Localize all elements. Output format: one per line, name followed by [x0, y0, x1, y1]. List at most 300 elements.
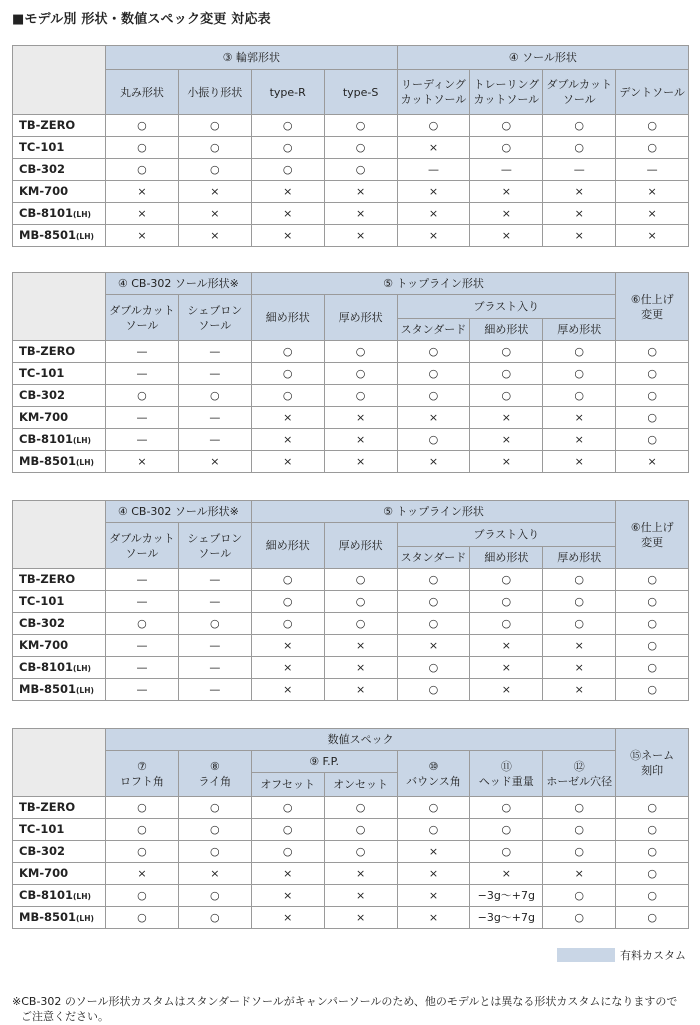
table-cell: ×	[324, 225, 397, 247]
col-header: ダブルカット ソール	[106, 523, 179, 569]
table-cell: ○	[616, 429, 689, 451]
table-cell: ×	[397, 407, 470, 429]
model-name	[13, 341, 106, 363]
table-cell: —	[106, 429, 179, 451]
table-row	[13, 407, 689, 429]
col-header-loft: ⑦ ロフト角	[106, 751, 179, 797]
table-row	[13, 635, 689, 657]
table-cell: ×	[324, 407, 397, 429]
col-header: 細め形状	[251, 523, 324, 569]
table-cell: ×	[543, 181, 616, 203]
model-name	[13, 137, 106, 159]
table-cell: ○	[324, 569, 397, 591]
model-label: CB-302	[19, 616, 65, 630]
model-label: CB-8101	[19, 431, 73, 446]
table-cell: ○	[251, 137, 324, 159]
table-cell: −3g〜+7g	[470, 907, 543, 929]
model-label: KM-700	[19, 638, 69, 652]
table-cell: ×	[251, 635, 324, 657]
table-cell: ×	[178, 451, 251, 473]
table-cell: ○	[106, 907, 179, 929]
table-cell: ○	[178, 797, 251, 819]
footnote-line: ※CB-302 のソール形状カスタムはスタンダードソールがキャンパーソールのため、他のモデルとは異なる形状カスタムになりますので	[12, 995, 678, 1008]
group-header-finish: ⑥仕上げ 変更	[616, 273, 689, 341]
table-cell: ×	[178, 863, 251, 885]
table-cell: ×	[616, 451, 689, 473]
table-row	[13, 679, 689, 701]
table-cell: —	[178, 657, 251, 679]
table-cell: ○	[251, 569, 324, 591]
table-cell: ×	[324, 863, 397, 885]
model-name	[13, 907, 106, 929]
table-cell: ×	[543, 635, 616, 657]
table-cell: ○	[251, 115, 324, 137]
table-cell: —	[178, 635, 251, 657]
table-cell: —	[106, 569, 179, 591]
table-row	[13, 613, 689, 635]
table-cell: —	[178, 591, 251, 613]
group-header-finish: ⑥仕上げ 変更	[616, 501, 689, 569]
table-cell: ○	[106, 841, 179, 863]
table-cell: ×	[543, 679, 616, 701]
table-cell: —	[178, 363, 251, 385]
model-label: TC-101	[19, 822, 65, 836]
table-cell: ×	[251, 885, 324, 907]
table-cell: —	[178, 407, 251, 429]
table-cell: ○	[616, 569, 689, 591]
table-cell: ×	[324, 657, 397, 679]
table-cell: ○	[543, 819, 616, 841]
table-row	[13, 341, 689, 363]
table-cell: ×	[251, 863, 324, 885]
col-header: 厚め形状	[543, 319, 616, 341]
col-header: 厚め形状	[324, 295, 397, 341]
table-cell: —	[470, 159, 543, 181]
model-label: CB-8101	[19, 205, 73, 220]
lh-suffix: (LH)	[73, 435, 91, 445]
table-row	[13, 115, 689, 137]
col-header-lie: ⑧ ライ角	[178, 751, 251, 797]
table-row	[13, 451, 689, 473]
col-header: 細め形状	[470, 319, 543, 341]
table-cell: ×	[543, 451, 616, 473]
table-cell: ○	[178, 385, 251, 407]
table-row	[13, 385, 689, 407]
footnote-line: ご注意ください。	[21, 1010, 109, 1023]
table-cell: ×	[470, 407, 543, 429]
col-header: リーディング カットソール	[397, 70, 470, 115]
model-label: MB-8501	[19, 453, 76, 468]
table-cell: ○	[470, 613, 543, 635]
table-cell: ○	[470, 385, 543, 407]
table-cell: ○	[106, 385, 179, 407]
table-numeric-spec	[12, 728, 689, 929]
model-name	[13, 429, 106, 451]
table-cell: ○	[616, 907, 689, 929]
lh-suffix: (LH)	[76, 231, 94, 241]
col-header: 丸み形状	[106, 70, 179, 115]
table-cell: —	[106, 635, 179, 657]
header-corner	[13, 46, 106, 115]
subgroup-header-blast: ブラスト入り	[397, 295, 616, 319]
table-cell: ○	[178, 159, 251, 181]
table-cell: ×	[178, 203, 251, 225]
col-header: 厚め形状	[543, 547, 616, 569]
table-cell: ○	[543, 591, 616, 613]
table-cell: ○	[470, 819, 543, 841]
table-cell: ×	[106, 225, 179, 247]
table-cell: ×	[397, 181, 470, 203]
table-cell: ×	[470, 451, 543, 473]
table-cell: ×	[251, 407, 324, 429]
table-cell: ○	[324, 159, 397, 181]
table-cell: ○	[178, 907, 251, 929]
model-label: TB-ZERO	[19, 344, 76, 358]
table-row	[13, 137, 689, 159]
footnote	[12, 994, 692, 1024]
table-cell: ○	[251, 159, 324, 181]
model-name	[13, 159, 106, 181]
table-row	[13, 841, 689, 863]
table-cell: ×	[251, 451, 324, 473]
table-cell: ○	[324, 819, 397, 841]
table-cell: ×	[543, 657, 616, 679]
table-cell: ○	[470, 797, 543, 819]
table-cell: ○	[324, 363, 397, 385]
table-cell: ○	[543, 385, 616, 407]
table-cell: ×	[251, 657, 324, 679]
table-cell: ○	[106, 797, 179, 819]
table-cell: ○	[324, 613, 397, 635]
table-row	[13, 181, 689, 203]
table-cell: —	[397, 159, 470, 181]
table-cell: ○	[251, 819, 324, 841]
table-cell: —	[178, 679, 251, 701]
model-name	[13, 203, 106, 225]
model-name	[13, 797, 106, 819]
table-row	[13, 203, 689, 225]
table-cell: ○	[616, 797, 689, 819]
model-name	[13, 569, 106, 591]
table-cell: ○	[178, 841, 251, 863]
legend-swatch	[557, 948, 615, 962]
table-shape-outline-sole	[12, 45, 689, 247]
table-cell: ○	[616, 363, 689, 385]
table-cell: ○	[106, 819, 179, 841]
group-header-sole: ④ ソール形状	[397, 46, 689, 70]
table-cell: ○	[251, 591, 324, 613]
table-cell: ○	[616, 341, 689, 363]
table-cell: ○	[397, 657, 470, 679]
table-cell: ○	[616, 679, 689, 701]
table-cell: ○	[178, 885, 251, 907]
table-cell: ○	[397, 819, 470, 841]
table-cell: ○	[470, 341, 543, 363]
table-cell: ×	[616, 181, 689, 203]
table-cell: ○	[616, 115, 689, 137]
model-name	[13, 863, 106, 885]
group-header-outline: ③ 輪郭形状	[106, 46, 398, 70]
lh-suffix: (LH)	[76, 685, 94, 695]
table-cell: ×	[397, 451, 470, 473]
table-cell: ×	[543, 407, 616, 429]
table-row	[13, 159, 689, 181]
table-cell: ○	[543, 841, 616, 863]
table-cell: ○	[324, 841, 397, 863]
table-cell: —	[178, 569, 251, 591]
table-row	[13, 569, 689, 591]
table-cell: −3g〜+7g	[470, 885, 543, 907]
col-header-bounce: ⑩ バウンス角	[397, 751, 470, 797]
table-cell: ○	[178, 613, 251, 635]
table-cell: ○	[470, 591, 543, 613]
model-name	[13, 613, 106, 635]
table-cell: —	[106, 341, 179, 363]
table-row	[13, 863, 689, 885]
col-header: type-S	[324, 70, 397, 115]
table-row	[13, 225, 689, 247]
model-label: CB-302	[19, 162, 65, 176]
table-cell: ×	[397, 841, 470, 863]
table-row	[13, 885, 689, 907]
model-name	[13, 657, 106, 679]
col-header: シェブロン ソール	[178, 295, 251, 341]
table-cell: ×	[106, 863, 179, 885]
col-header-hosel: ⑫ ホーゼル穴径	[543, 751, 616, 797]
table-cell: ○	[543, 569, 616, 591]
table-cell: ○	[397, 797, 470, 819]
table-cell: ×	[397, 635, 470, 657]
model-label: MB-8501	[19, 909, 76, 924]
table-cell: ×	[397, 885, 470, 907]
table-cell: ×	[324, 885, 397, 907]
table-cell: ○	[106, 159, 179, 181]
table-cell: ○	[616, 635, 689, 657]
table-cell: ○	[324, 591, 397, 613]
model-label: TC-101	[19, 366, 65, 380]
col-header-onset: オンセット	[324, 773, 397, 797]
table-cell: ×	[470, 635, 543, 657]
table-cell: ×	[324, 429, 397, 451]
table-cell: ○	[543, 137, 616, 159]
table-cell: ×	[178, 181, 251, 203]
table-cell: ×	[251, 429, 324, 451]
table-cell: ×	[106, 451, 179, 473]
table-cell: ×	[543, 225, 616, 247]
page-title: ■モデル別 形状・数値スペック変更 対応表	[12, 12, 271, 27]
col-header: トレーリング カットソール	[470, 70, 543, 115]
table-cell: ○	[470, 569, 543, 591]
group-header-topline: ⑤ トップライン形状	[251, 273, 615, 295]
model-name	[13, 225, 106, 247]
table-cell: —	[106, 591, 179, 613]
table-cb302-sole-topline	[12, 272, 689, 473]
col-header: 小振り形状	[178, 70, 251, 115]
model-name	[13, 385, 106, 407]
table-cell: ×	[397, 225, 470, 247]
model-name	[13, 181, 106, 203]
table-row	[13, 797, 689, 819]
col-header-head-weight: ⑪ ヘッド重量	[470, 751, 543, 797]
table-row	[13, 363, 689, 385]
table-cell: ○	[616, 657, 689, 679]
table-cell: ×	[251, 203, 324, 225]
table-cell: ×	[470, 863, 543, 885]
col-header: デントソール	[616, 70, 689, 115]
model-label: KM-700	[19, 184, 69, 198]
table-cell: ×	[397, 907, 470, 929]
table-cell: ○	[106, 115, 179, 137]
model-name	[13, 885, 106, 907]
table-cell: ×	[324, 203, 397, 225]
table-cell: ○	[251, 613, 324, 635]
table-cell: ○	[616, 819, 689, 841]
table-cell: ×	[397, 137, 470, 159]
table-row	[13, 429, 689, 451]
table-cell: ○	[616, 385, 689, 407]
table-cell: ○	[251, 841, 324, 863]
table-cell: ○	[178, 137, 251, 159]
table-cell: ×	[251, 907, 324, 929]
model-name	[13, 407, 106, 429]
table-cell: ○	[397, 569, 470, 591]
model-name	[13, 841, 106, 863]
model-label: CB-302	[19, 388, 65, 402]
group-header-fp: ⑨ F.P.	[251, 751, 397, 773]
table-cell: ○	[616, 885, 689, 907]
table-cell: ○	[178, 819, 251, 841]
table-cell: ○	[251, 341, 324, 363]
header-corner	[13, 501, 106, 569]
table-cell: ×	[251, 181, 324, 203]
col-header: ダブルカット ソール	[106, 295, 179, 341]
table-cell: ○	[397, 363, 470, 385]
col-header: type-R	[251, 70, 324, 115]
group-header-topline: ⑤ トップライン形状	[251, 501, 615, 523]
table-cell: ○	[543, 115, 616, 137]
table-cell: ○	[397, 115, 470, 137]
table-cell: ×	[397, 863, 470, 885]
table-row	[13, 819, 689, 841]
lh-suffix: (LH)	[73, 209, 91, 219]
model-name	[13, 115, 106, 137]
table-cell: —	[178, 429, 251, 451]
table-cell: ○	[324, 115, 397, 137]
table-cell: ×	[543, 203, 616, 225]
table-cell: ×	[324, 635, 397, 657]
table-cell: ○	[251, 797, 324, 819]
table-cell: ×	[470, 181, 543, 203]
table-cell: ○	[397, 613, 470, 635]
table-cell: ○	[616, 613, 689, 635]
table-cell: ×	[324, 181, 397, 203]
group-header-cb302-sole: ④ CB-302 ソール形状※	[106, 273, 252, 295]
model-name	[13, 635, 106, 657]
model-label: KM-700	[19, 866, 69, 880]
model-label: MB-8501	[19, 227, 76, 242]
table-cell: ×	[616, 203, 689, 225]
table-cell: ○	[324, 385, 397, 407]
table-cell: ○	[324, 137, 397, 159]
table-cell: ○	[397, 679, 470, 701]
table-cell: ○	[324, 341, 397, 363]
table-cell: ×	[251, 679, 324, 701]
table-cell: ○	[397, 341, 470, 363]
table-cell: ×	[106, 203, 179, 225]
model-label: TB-ZERO	[19, 800, 76, 814]
group-header-cb302-sole: ④ CB-302 ソール形状※	[106, 501, 252, 523]
col-header: 厚め形状	[324, 523, 397, 569]
table-cell: ○	[397, 591, 470, 613]
lh-suffix: (LH)	[73, 891, 91, 901]
model-label: CB-8101	[19, 659, 73, 674]
table-cell: —	[616, 159, 689, 181]
table-cell: ○	[543, 885, 616, 907]
table-cell: ×	[616, 225, 689, 247]
table-cell: ○	[470, 115, 543, 137]
table-cb302-sole-topline-2	[12, 500, 689, 701]
model-label: MB-8501	[19, 681, 76, 696]
table-row	[13, 591, 689, 613]
col-header: 細め形状	[470, 547, 543, 569]
table-cell: ○	[543, 341, 616, 363]
table-cell: ○	[397, 429, 470, 451]
table-cell: ×	[397, 203, 470, 225]
lh-suffix: (LH)	[76, 457, 94, 467]
table-cell: ×	[324, 679, 397, 701]
table-cell: —	[106, 363, 179, 385]
table-cell: ○	[616, 841, 689, 863]
table-cell: ○	[616, 137, 689, 159]
model-label: TB-ZERO	[19, 118, 76, 132]
table-cell: ○	[106, 137, 179, 159]
model-label: CB-8101	[19, 887, 73, 902]
table-cell: ○	[324, 797, 397, 819]
table-row	[13, 907, 689, 929]
table-cell: ×	[470, 225, 543, 247]
legend-label: 有料カスタム	[620, 949, 686, 962]
table-cell: ×	[324, 907, 397, 929]
table-cell: ○	[397, 385, 470, 407]
table-cell: ×	[470, 679, 543, 701]
model-name	[13, 679, 106, 701]
table-cell: ×	[470, 657, 543, 679]
col-header: シェブロン ソール	[178, 523, 251, 569]
table-cell: ×	[251, 225, 324, 247]
model-name	[13, 819, 106, 841]
group-header-name-engrave: ⑮ネーム 刻印	[616, 729, 689, 797]
table-cell: —	[106, 679, 179, 701]
header-corner	[13, 273, 106, 341]
subgroup-header-blast: ブラスト入り	[397, 523, 616, 547]
model-name	[13, 591, 106, 613]
header-corner	[13, 729, 106, 797]
table-cell: ○	[543, 907, 616, 929]
table-cell: ×	[324, 451, 397, 473]
table-cell: ×	[106, 181, 179, 203]
model-label: KM-700	[19, 410, 69, 424]
col-header: ダブルカット ソール	[543, 70, 616, 115]
table-cell: ○	[616, 863, 689, 885]
table-cell: —	[106, 407, 179, 429]
table-row	[13, 657, 689, 679]
table-cell: —	[178, 341, 251, 363]
group-header-numeric: 数値スペック	[106, 729, 616, 751]
table-cell: ○	[616, 407, 689, 429]
table-cell: ×	[178, 225, 251, 247]
table-cell: ×	[543, 429, 616, 451]
table-cell: ×	[470, 203, 543, 225]
